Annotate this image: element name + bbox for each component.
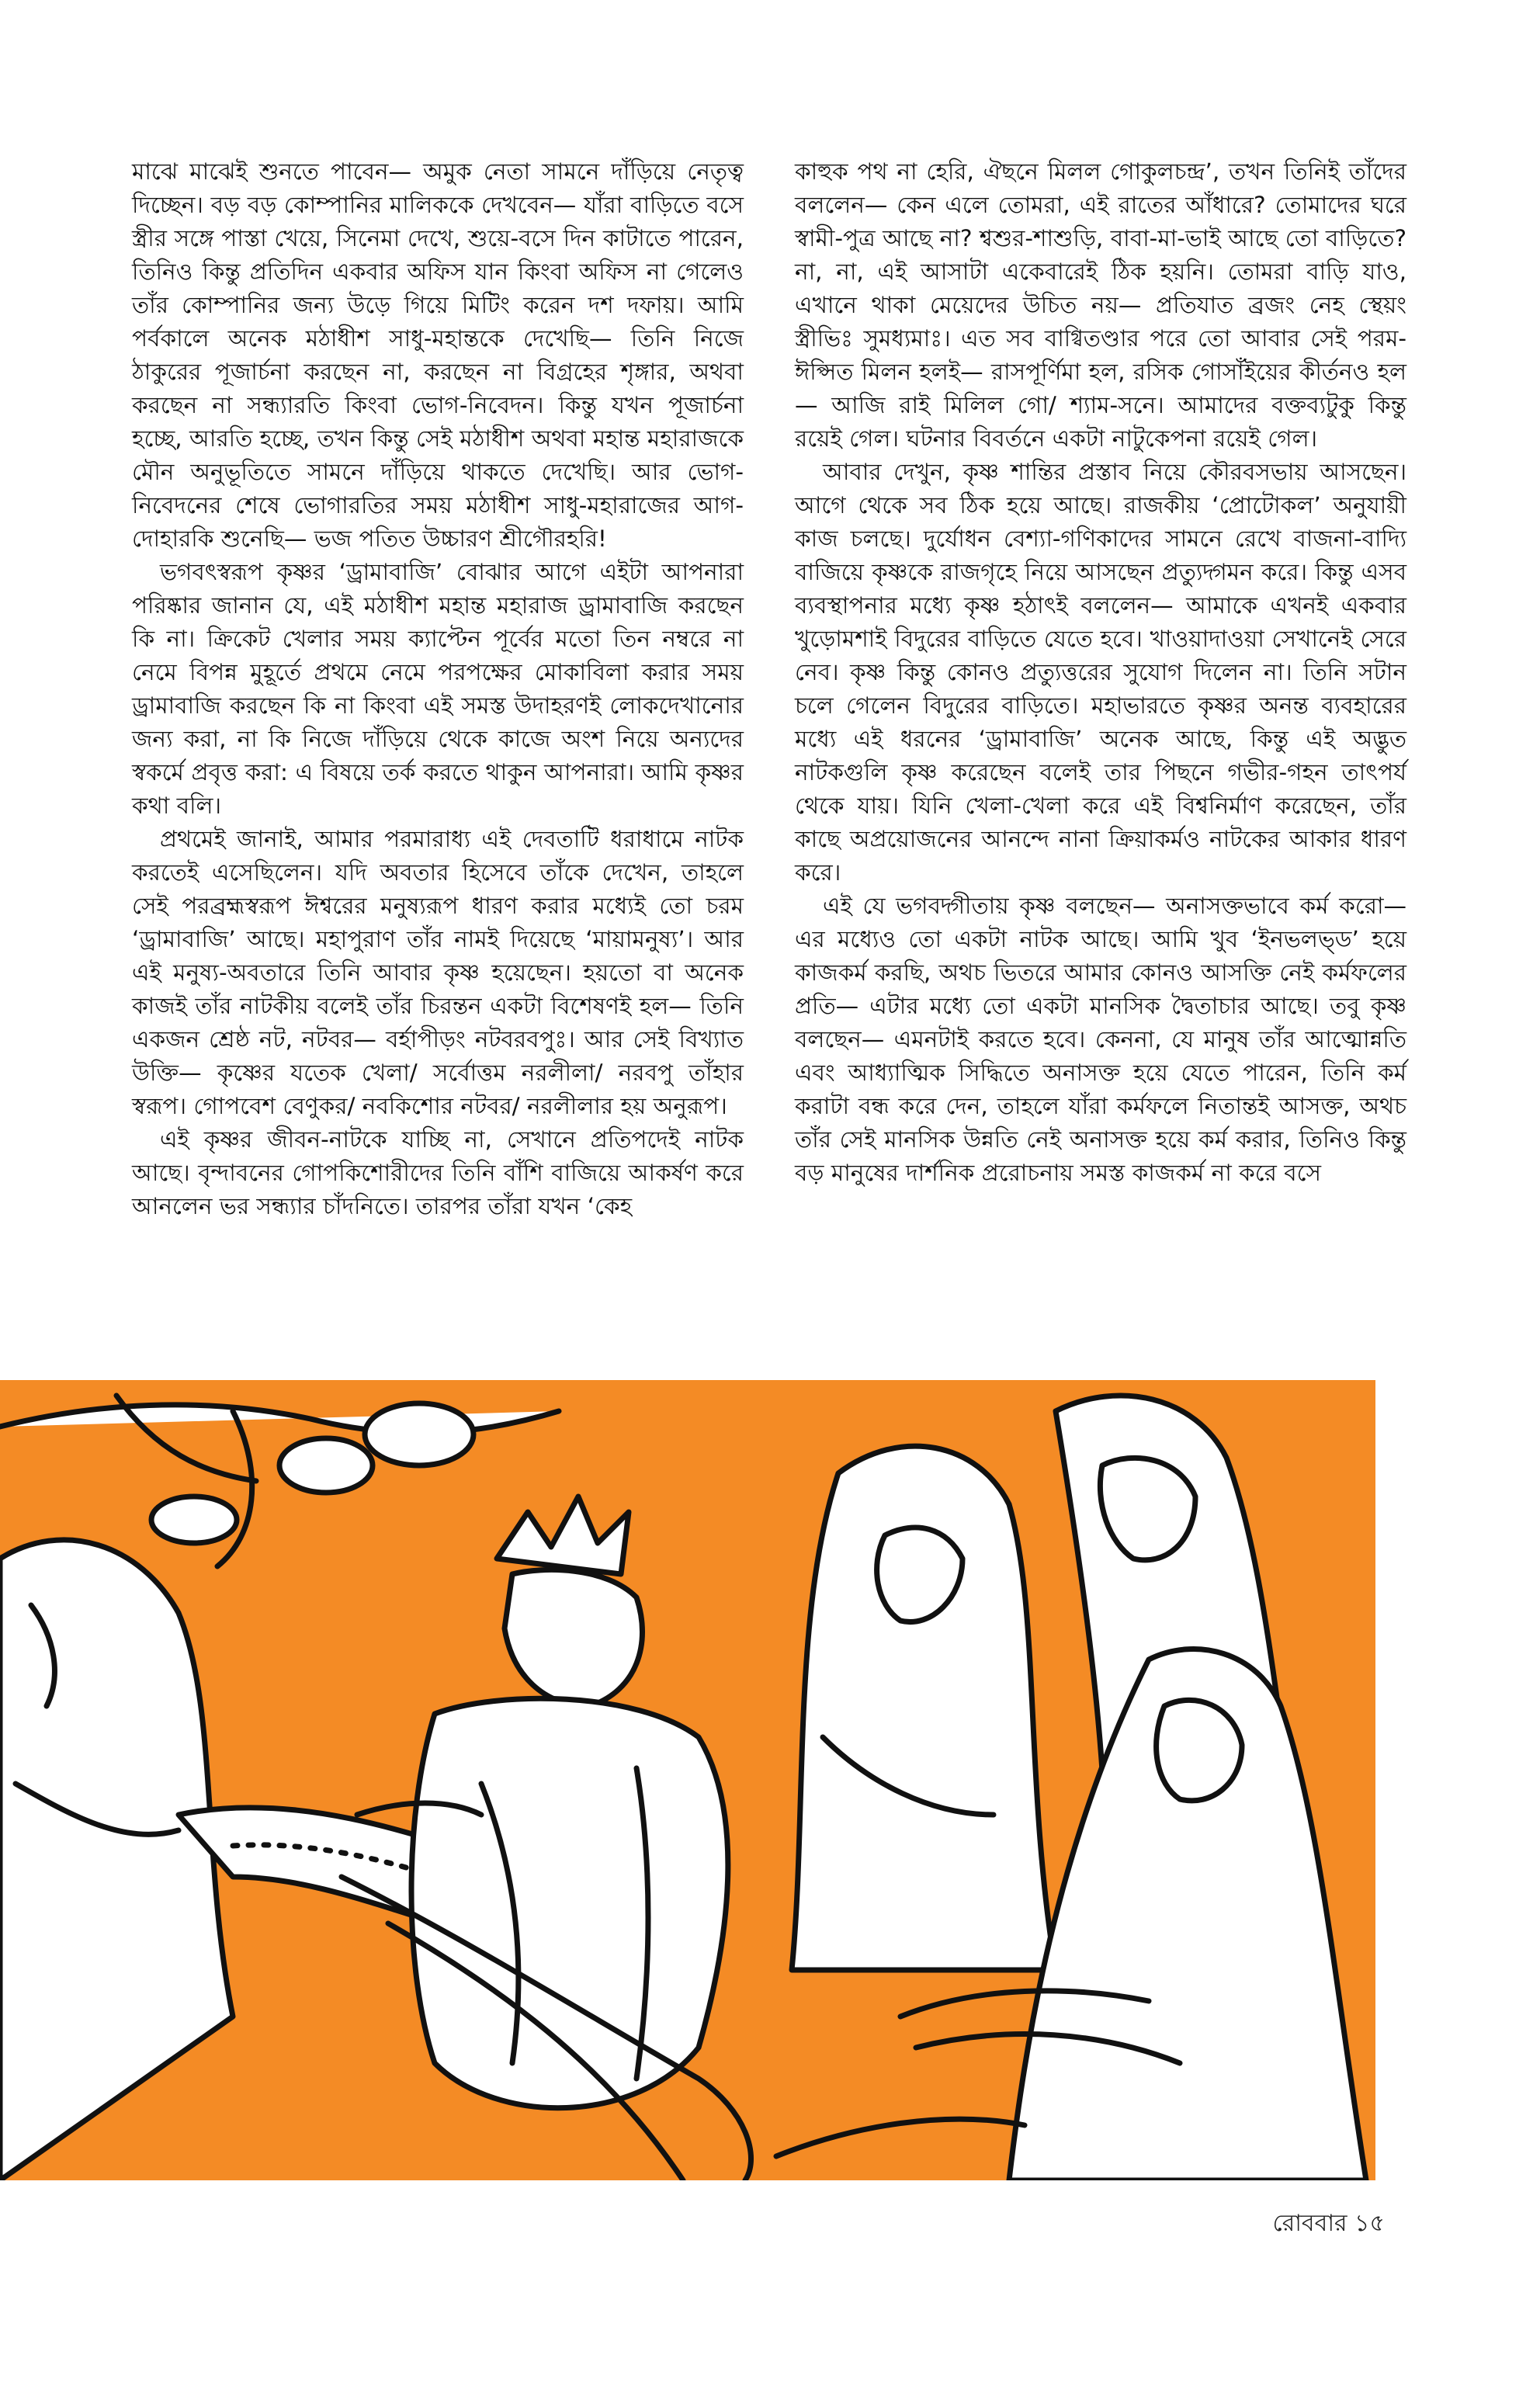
article-left-column <box>132 155 744 1223</box>
article-paragraph: এই কৃষ্ণর জীবন-নাটকে যাচ্ছি না, সেখানে প্রতিপদেই নাটক আছে। বৃন্দাবনের গোপকিশোরীদের তিনি বাঁশি বাজিয়ে আকর্ষণ করে আনলেন ভর সন্ধ্যার চাঁদনিতে। তারপর তাঁরা যখন ‘কেহ <box>132 1126 744 1219</box>
page-folio: রোববার ১৫ <box>1272 2210 1385 2237</box>
illustration <box>0 1380 1375 2180</box>
krishna-gopis-illustration <box>0 1380 1375 2180</box>
article-paragraph: প্রথমেই জানাই, আমার পরমারাধ্য এই দেবতাটি ধরাধামে নাটক করতেই এসেছিলেন। যদি অবতার হিসেবে তাঁকে দেখেন, তাহলে সেই পরব্রহ্মস্বরূপ ঈশ্বরের মনুষ্যরূপ ধারণ করার মধ্যেই তো চরম ‘ড্রামাবাজি’ আছে। মহাপুরাণ তাঁর নামই দিয়েছে ‘মায়ামনুষ্য’। আর এই মনুষ্য-অবতারে তিনি আবার কৃষ্ণ হয়েছেন। হয়তো বা অনেক কাজই তাঁর নাটকীয় বলেই তাঁর চিরন্তন একটা বিশেষণই হল— তিনি একজন শ্রেষ্ঠ নট, নটবর— বর্হাপীড়ং নটবরবপুঃ। আর সেই বিখ্যাত উক্তি— কৃষ্ণের যতেক খেলা/ সর্বোত্তম নরলীলা/ নরবপু তাঁহার স্বরূপ। গোপবেশ বেণুকর/ নবকিশোর নটবর/ নরলীলার হয় অনুরূপ। <box>132 826 744 1119</box>
article-paragraph: আবার দেখুন, কৃষ্ণ শান্তির প্রস্তাব নিয়ে কৌরবসভায় আসছেন। আগে থেকে সব ঠিক হয়ে আছে। রাজকীয় ‘প্রোটোকল’ অনুযায়ী কাজ চলছে। দুর্যোধন বেশ্যা-গণিকাদের সামনে রেখে বাজনা-বাদ্যি বাজিয়ে কৃষ্ণকে রাজগৃহে নিয়ে আসছেন প্রত্যুদ্গমন করে। কিন্তু এসব ব্যবস্থাপনার মধ্যে কৃষ্ণ হঠাৎই বললেন— আমাকে এখনই একবার খুড়োমশাই বিদুরের বাড়িতে যেতে হবে। খাওয়াদাওয়া সেখানেই সেরে নেব। কৃষ্ণ কিন্তু কোনও প্রত্যুত্তরের সুযোগ দিলেন না। তিনি সটান চলে গেলেন বিদুরের বাড়িতে। মহাভারতে কৃষ্ণর অনন্ত ব্যবহারের মধ্যে এই ধরনের ‘ড্রামাবাজি’ অনেক আছে, কিন্তু এই অদ্ভুত নাটকগুলি কৃষ্ণ করেছেন বলেই তার পিছনে গভীর-গহন তাৎপর্য থেকে যায়। যিনি খেলা-খেলা করে এই বিশ্বনির্মাণ করেছেন, তাঁর কাছে অপ্রয়োজনের আনন্দে নানা ক্রিয়াকর্মও নাটকের আকার ধারণ করে। <box>795 459 1406 886</box>
article-right-column <box>795 155 1406 1190</box>
article-paragraph: এই যে ভগবদ্গীতায় কৃষ্ণ বলছেন— অনাসক্তভাবে কর্ম করো— এর মধ্যেও তো একটা নাটক আছে। আমি খুব ‘ইনভলভ্ড’ হয়ে কাজকর্ম করছি, অথচ ভিতরে আমার কোনও আসক্তি নেই কর্মফলের প্রতি— এটার মধ্যে তো একটা মানসিক দ্বৈতাচার আছে। তবু কৃষ্ণ বলছেন— এমনটাই করতে হবে। কেননা, যে মানুষ তাঁর আত্মোন্নতি এবং আধ্যাত্মিক সিদ্ধিতে অনাসক্ত হয়ে যেতে পারেন, তিনি কর্ম করাটা বন্ধ করে দেন, তাহলে যাঁরা কর্মফলে নিতান্তই আসক্ত, অথচ তাঁর সেই মানসিক উন্নতি নেই অনাসক্ত হয়ে কর্ম করার, তিনিও কিন্তু বড় মানুষের দার্শনিক প্ররোচনায় সমস্ত কাজকর্ম না করে বসে <box>795 893 1406 1186</box>
article-paragraph: কাহুক পথ না হেরি, ঐছনে মিলল গোকুলচন্দ্র’, তখন তিনিই তাঁদের বললেন— কেন এলে তোমরা, এই রাতের আঁধারে? তোমাদের ঘরে স্বামী-পুত্র আছে না? শ্বশুর-শাশুড়ি, বাবা-মা-ভাই আছে তো বাড়িতে? না, না, এই আসাটা একেবারেই ঠিক হয়নি। তোমরা বাড়ি যাও, এখানে থাকা মেয়েদের উচিত নয়— প্রতিযাত ব্রজং নেহ স্থেয়ং স্ত্রীভিঃ সুমধ্যমাঃ। এত সব বাগ্বিতণ্ডার পরে তো আবার সেই পরম-ঈপ্সিত মিলন হলই— রাসপূর্ণিমা হল, রসিক গোসাঁইয়ের কীর্তনও হল— আজি রাই মিলিল গো/ শ্যাম-সনে। আমাদের বক্তব্যটুকু কিন্তু রয়েই গেল। ঘটনার বিবর্তনে একটা নাটুকেপনা রয়েই গেল। <box>795 158 1406 452</box>
article-paragraph: ভগবৎস্বরূপ কৃষ্ণর ‘ড্রামাবাজি’ বোঝার আগে এইটা আপনারা পরিষ্কার জানান যে, এই মঠাধীশ মহান্ত মহারাজ ড্রামাবাজি করছেন কি না। ক্রিকেট খেলার সময় ক্যাপ্টেন পূর্বের মতো তিন নম্বরে না নেমে বিপন্ন মুহূর্তে প্রথমে নেমে পরপক্ষের মোকাবিলা করার সময় ড্রামাবাজি করছেন কি না কিংবা এই সমস্ত উদাহরণই লোকদেখানোর জন্য করা, না কি নিজে দাঁড়িয়ে থেকে কাজে অংশ নিয়ে অন্যদের স্বকর্মে প্রবৃত্ত করা: এ বিষয়ে তর্ক করতে থাকুন আপনারা। আমি কৃষ্ণর কথা বলি। <box>132 559 744 819</box>
article-paragraph: মাঝে মাঝেই শুনতে পাবেন— অমুক নেতা সামনে দাঁড়িয়ে নেতৃত্ব দিচ্ছেন। বড় বড় কোম্পানির মালিককে দেখবেন— যাঁরা বাড়িতে বসে স্ত্রীর সঙ্গে পাস্তা খেয়ে, সিনেমা দেখে, শুয়ে-বসে দিন কাটাতে পারেন, তিনিও কিন্তু প্রতিদিন একবার অফিস যান কিংবা অফিস না গেলেও তাঁর কোম্পানির জন্য উড়ে গিয়ে মিটিং করেন দশ দফায়। আমি পর্বকালে অনেক মঠাধীশ সাধু-মহান্তকে দেখেছি— তিনি নিজে ঠাকুরের পূজার্চনা করছেন না, করছেন না বিগ্রহের শৃঙ্গার, অথবা করছেন না সন্ধ্যারতি কিংবা ভোগ-নিবেদন। কিন্তু যখন পূজার্চনা হচ্ছে, আরতি হচ্ছে, তখন কিন্তু সেই মঠাধীশ অথবা মহান্ত মহারাজকে মৌন অনুভূতিতে সামনে দাঁড়িয়ে থাকতে দেখেছি। আর ভোগ-নিবেদনের শেষে ভোগারতির সময় মঠাধীশ সাধু-মহারাজের আগ-দোহারকি শুনেছি— ভজ পতিত উচ্চারণ শ্রীগৌরহরি! <box>132 158 744 552</box>
